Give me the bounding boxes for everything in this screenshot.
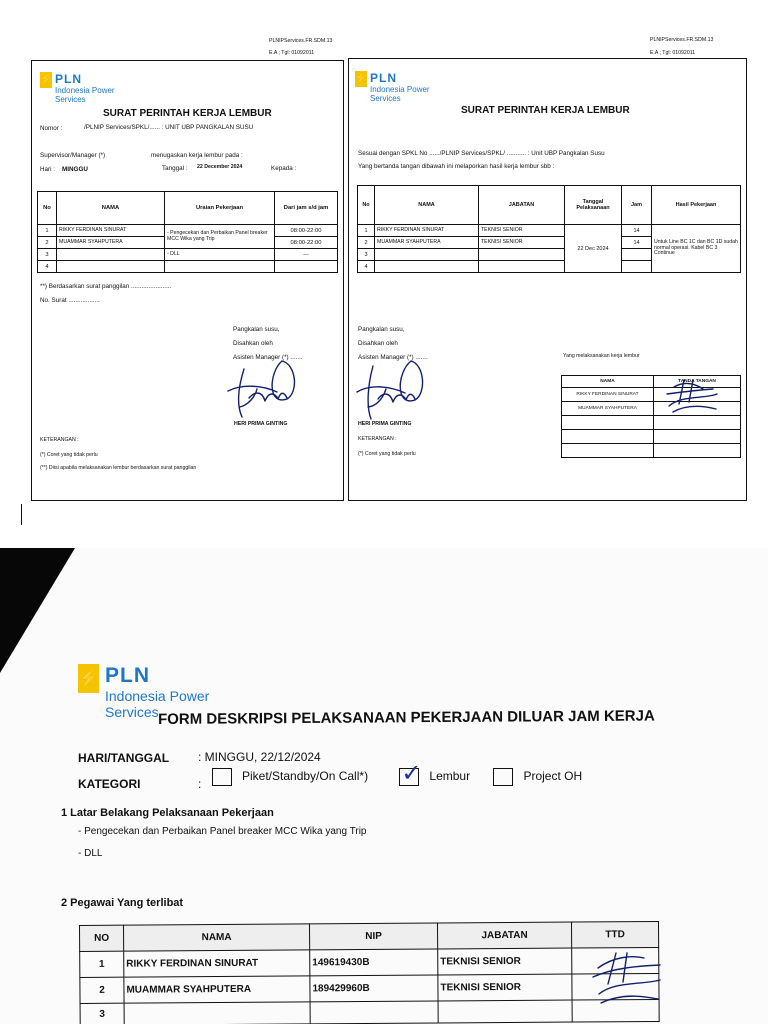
background-item-two: - DLL — [78, 848, 103, 859]
left-overtime-table — [37, 191, 338, 273]
signature-row: MUAMMAR SYAHPUTERA — [562, 402, 741, 416]
right-form-date-code: E.A ; Tgl: 01092011 — [650, 50, 696, 56]
right-report-table: No NAMA JABATAN Tanggal Pelaksanaan Jam Hasil Pekerjaan 1 RIKKY FERDINAN SINURAT TEKNISI SENIOR 22 Dec 2024 14 Untuk Line BC 1C dan BC 1D sudah normal operasi. Kabel BC 3 Continue 2 MUAMMAR SYAHPUTERA TEKNISI SENIOR 14 3 4 — [357, 185, 741, 273]
table-header: No — [38, 192, 57, 225]
employees-section-heading: 2 Pegawai Yang terlibat — [61, 897, 184, 909]
table-row: 3 - DLL --- — [38, 249, 338, 261]
bottom-date-label: HARI/TANGGAL — [78, 751, 170, 765]
left-form-date-code: E.A ; Tgl: 01092011 — [269, 50, 315, 56]
bottom-scanned-document — [0, 548, 768, 1024]
left-form-title: SURAT PERINTAH KERJA LEMBUR — [103, 108, 272, 119]
pln-logo: ⚡ PLN Indonesia Power Services — [40, 72, 115, 104]
table-header: NAMA — [57, 192, 165, 225]
assignment-text: menugaskan kerja lembur pada : — [151, 152, 243, 159]
table-row: 2 MUAMMAR SYAHPUTERA TEKNISI SENIOR 14 — [358, 237, 741, 249]
bottom-date-value: : MINGGU, 22/12/2024 — [198, 750, 321, 764]
worker-signature-label: Yang melaksanakan kerja lembur — [563, 353, 640, 359]
worker-signatures — [661, 377, 723, 417]
day-value: MINGGU — [62, 166, 88, 173]
signature-row — [562, 444, 741, 458]
table-row: 2 MUAMMAR SYAHPUTERA 189429960B TEKNISI SENIOR — [80, 973, 659, 1003]
project-oh-checkbox[interactable] — [493, 768, 513, 786]
right-form-title: SURAT PERINTAH KERJA LEMBUR — [461, 105, 630, 116]
employee-table: NO NAMA NIP JABATAN TTD 1 RIKKY FERDINAN SINURAT 149619430B TEKNISI SENIOR 2 MUAMMAR SYAHPUTERA 189429960B TEKNISI SENIOR 3 — [79, 921, 660, 1024]
place-text: Pangkalan susu, — [233, 326, 280, 333]
nomor-value: /PLNIP Services/SPKL/...... : UNIT UBP PANGKALAN SUSU — [84, 124, 254, 131]
report-manager: Asisten Manager (*) ....... — [358, 354, 428, 361]
background-item-one: - Pengecekan dan Perbaikan Panel breaker MCC Wika yang Trip — [78, 826, 367, 837]
manager-name: HERI PRIMA GINTING — [234, 421, 288, 427]
strike-note: (*) Coret yang tidak perlu — [40, 452, 98, 458]
report-notes-label: KETERANGAN : — [358, 436, 397, 442]
report-strike-note: (*) Coret yang tidak perlu — [358, 451, 416, 457]
left-overtime-form — [31, 60, 344, 501]
pln-logo: ⚡ PLN Indonesia Power Services — [355, 71, 430, 103]
piket-checkbox[interactable] — [212, 768, 232, 786]
background-section-heading: 1 Latar Belakang Pelaksanaan Pekerjaan — [61, 807, 274, 819]
report-line-one: Sesuai dengan SPKL No ....../PLNIP Services/SPKL/ ........... : Unit UBP Pangkalan Susu — [358, 150, 605, 157]
signature-row: RIKKY FERDINAN SINURAT — [562, 388, 741, 402]
left-form-code: PLNIPServices.FR.SDM.13 — [269, 38, 333, 44]
project-oh-label: Project OH — [523, 769, 583, 784]
table-row: 4 — [38, 261, 338, 273]
worker-signature-table: NAMA TANDA TANGAN RIKKY FERDINAN SINURAT MUAMMAR SYAHPUTERA — [561, 375, 741, 458]
right-form-code: PLNIPServices.FR.SDM.13 — [650, 37, 714, 43]
table-row: 3 — [358, 249, 741, 261]
table-row: 1 RIKKY FERDINAN SINURAT - Pengecekan dan Perbaikan Panel breaker MCC Wika yang Trip 08:00-22:00 — [38, 225, 338, 237]
bottom-category-label: KATEGORI — [78, 777, 141, 791]
report-place: Pangkalan susu, — [358, 326, 405, 333]
pln-lightning-icon: ⚡ — [78, 664, 99, 693]
supervisor-text: Supervisor/Manager (*) — [40, 152, 106, 159]
letter-number: No. Surat .................. — [40, 297, 100, 304]
pln-lightning-icon: ⚡ — [355, 71, 367, 87]
report-line-two: Yang bertanda tangan dibawah ini melaporkan hasil kerja lembur sbb : — [358, 163, 555, 170]
bottom-pln-logo: ⚡ PLN Indonesia Power Services — [78, 664, 210, 720]
table-row: 4 — [358, 261, 741, 273]
report-manager-signature — [352, 357, 434, 427]
nomor-label: Nomor : — [40, 125, 63, 132]
table-row: 1 RIKKY FERDINAN SINURAT 149619430B TEKNISI SENIOR — [80, 947, 659, 977]
scan-gap — [0, 530, 768, 548]
day-label: Hari : — [40, 166, 56, 173]
table-header: Uraian Pekerjaan — [165, 192, 275, 225]
table-row: 1 RIKKY FERDINAN SINURAT TEKNISI SENIOR 22 Dec 2024 14 Untuk Line BC 1C dan BC 1D sudah normal operasi. Kabel BC 3 Continue — [358, 225, 741, 237]
employee-signatures — [588, 946, 668, 1008]
date-value: 22 December 2024 — [197, 164, 243, 170]
date-label: Tanggal : — [162, 165, 188, 172]
report-manager-name: HERI PRIMA GINTING — [358, 421, 412, 427]
bottom-category-colon: : — [198, 777, 202, 791]
table-row: 2 MUAMMAR SYAHPUTERA 08:00-22:00 — [38, 237, 338, 249]
manager-signature — [224, 357, 306, 427]
right-overtime-report — [348, 58, 747, 501]
piket-label: Piket/Standby/On Call*) — [242, 769, 369, 784]
category-options — [212, 768, 582, 786]
lembur-checkbox[interactable] — [399, 768, 419, 786]
bottom-form-title: FORM DESKRIPSI PELAKSANAAN PEKERJAAN DILUAR JAM KERJA — [158, 707, 655, 728]
summon-note: (**) Diisi apabila melaksanakan lembur berdasarkan surat panggilan — [40, 465, 197, 471]
approved-text: Disahkan oleh — [233, 340, 273, 347]
lembur-label: Lembur — [429, 769, 471, 784]
scan-edge-mark — [21, 504, 22, 525]
scan-dark-corner — [0, 548, 75, 673]
notes-label: KETERANGAN : — [40, 437, 79, 443]
signature-row — [562, 416, 741, 430]
pln-lightning-icon: ⚡ — [40, 72, 52, 88]
summon-footnote: **) Berdasarkan surat panggilan ....................... — [40, 283, 172, 290]
report-approved: Disahkan oleh — [358, 340, 398, 347]
table-header: Dari jam s/d jam — [275, 192, 338, 225]
table-row: 3 — [80, 999, 659, 1024]
signature-row — [562, 430, 741, 444]
manager-text: Asisten Manager (*) ....... — [233, 354, 303, 361]
recipient-label: Kepada : — [271, 165, 297, 172]
